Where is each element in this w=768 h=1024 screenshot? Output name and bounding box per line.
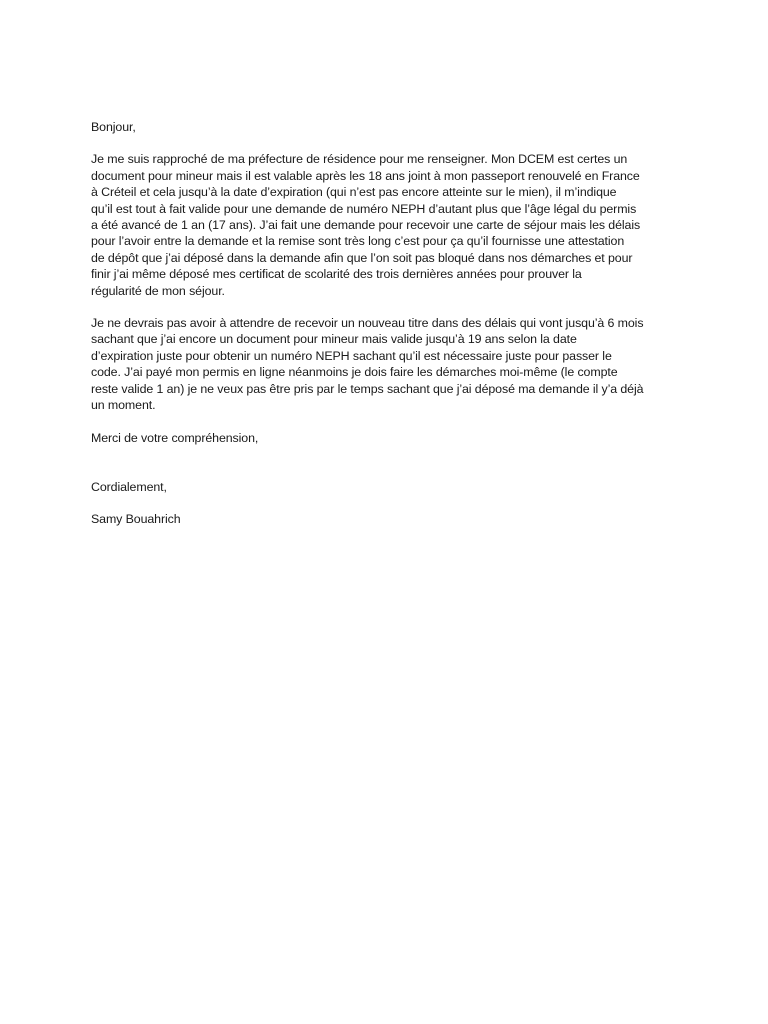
closing-line: Cordialement, xyxy=(91,479,167,494)
paragraph-delays: Je ne devrais pas avoir à attendre de recevoir un nouveau titre dans des délais qui vont jusqu’à 6 mois sachant que j’ai encore un document pour mineur mais valide jusqu’à 19 ans selon la date d’expiration juste pour obtenir un numéro NEPH sachant qu’il est nécessaire juste pour passer le code. J’ai payé mon permis en ligne néanmoins je dois faire les démarches moi-même (le compte reste valide 1 an) je ne veux pas être pris par le temps sachant que j’ai déposé ma demande il y’a déjà un moment. xyxy=(91,316,644,413)
letter-body xyxy=(91,119,683,528)
signature-name: Samy Bouahrich xyxy=(91,512,181,527)
paragraph-prefecture: Je me suis rapproché de ma préfecture de résidence pour me renseigner. Mon DCEM est certes un document pour mineur mais il est valable après les 18 ans joint à mon passeport renouvelé en France à Créteil et cela jusqu’à la date d’expiration (qui n’est pas encore atteinte sur le mien), il m’indique qu’il est tout à fait valide pour une demande de numéro NEPH d’autant plus que l’âge légal du permis a été avancé de 1 an (17 ans). J’ai fait une demande pour recevoir une carte de séjour mais les délais pour l’avoir entre la demande et la remise sont très long c’est pour ça qu’il fournisse une attestation de dépôt que j’ai déposé dans la demande afin que l’on soit pas bloqué dans nos démarches et pour finir j’ai même déposé mes certificat de scolarité des trois dernières années pour prouver la régularité de mon séjour. xyxy=(91,152,641,298)
greeting: Bonjour, xyxy=(91,120,136,134)
thanks-line: Merci de votre compréhension, xyxy=(91,430,259,445)
